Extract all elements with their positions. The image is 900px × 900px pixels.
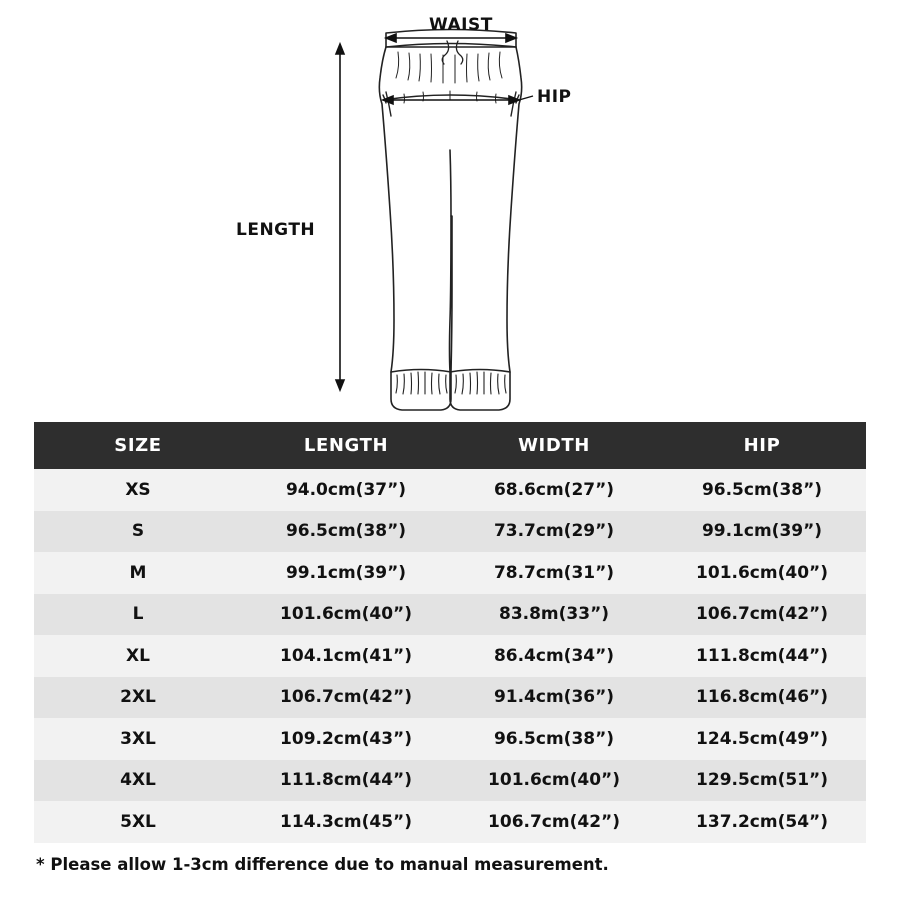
table-row — [34, 718, 866, 760]
cell-width: 83.8m(33”) — [450, 594, 658, 636]
cell-size: XL — [34, 635, 242, 677]
cell-size: S — [34, 511, 242, 553]
cell-size: L — [34, 594, 242, 636]
measurement-arrows — [336, 34, 533, 390]
drawstring-right — [456, 41, 462, 64]
cell-size: M — [34, 552, 242, 594]
cell-width: 106.7cm(42”) — [450, 801, 658, 843]
cell-hip: 116.8cm(46”) — [658, 677, 866, 719]
cell-hip: 99.1cm(39”) — [658, 511, 866, 553]
cell-width: 68.6cm(27”) — [450, 469, 658, 511]
table-row — [34, 511, 866, 553]
table-row — [34, 594, 866, 636]
cell-size: 4XL — [34, 760, 242, 802]
cuff-ribbing-left — [396, 372, 447, 394]
pants-outline — [379, 47, 521, 410]
table-row — [34, 801, 866, 843]
cell-length: 96.5cm(38”) — [242, 511, 450, 553]
cuff-line-left — [391, 370, 451, 373]
waist-label: WAIST — [429, 15, 493, 35]
cell-width: 91.4cm(36”) — [450, 677, 658, 719]
cell-width: 73.7cm(29”) — [450, 511, 658, 553]
table-row — [34, 635, 866, 677]
garment-diagram — [0, 0, 900, 420]
table-row — [34, 677, 866, 719]
hip-label: HIP — [537, 87, 572, 107]
length-label: LENGTH — [236, 220, 316, 240]
table-row — [34, 760, 866, 802]
cell-hip: 129.5cm(51”) — [658, 760, 866, 802]
cell-length: 94.0cm(37”) — [242, 469, 450, 511]
cell-size: XS — [34, 469, 242, 511]
waist-arrow-head-left — [386, 34, 396, 42]
cell-length: 106.7cm(42”) — [242, 677, 450, 719]
sweatpants-illustration — [0, 0, 900, 420]
cell-hip: 106.7cm(42”) — [658, 594, 866, 636]
cuff-line-right — [450, 370, 510, 373]
cell-hip: 96.5cm(38”) — [658, 469, 866, 511]
cell-width: 96.5cm(38”) — [450, 718, 658, 760]
length-arrow-head-bottom — [336, 380, 344, 390]
waist-gathers — [396, 52, 502, 83]
hip-gathers — [404, 91, 496, 103]
cell-hip: 111.8cm(44”) — [658, 635, 866, 677]
table-row — [34, 552, 866, 594]
cell-size: 3XL — [34, 718, 242, 760]
cell-width: 86.4cm(34”) — [450, 635, 658, 677]
cell-hip: 101.6cm(40”) — [658, 552, 866, 594]
cell-hip: 137.2cm(54”) — [658, 801, 866, 843]
cell-hip: 124.5cm(49”) — [658, 718, 866, 760]
inseam-center — [450, 150, 451, 216]
column-header-width: WIDTH — [450, 422, 658, 469]
cell-length: 111.8cm(44”) — [242, 760, 450, 802]
length-arrow-head-top — [336, 44, 344, 54]
cell-length: 114.3cm(45”) — [242, 801, 450, 843]
cell-size: 5XL — [34, 801, 242, 843]
cell-length: 104.1cm(41”) — [242, 635, 450, 677]
cell-length: 99.1cm(39”) — [242, 552, 450, 594]
cell-length: 101.6cm(40”) — [242, 594, 450, 636]
column-header-length: LENGTH — [242, 422, 450, 469]
column-header-hip: HIP — [658, 422, 866, 469]
size-chart-table — [34, 422, 866, 843]
table-row — [34, 469, 866, 511]
measurement-footnote: * Please allow 1-3cm difference due to manual measurement. — [36, 855, 609, 874]
cell-length: 109.2cm(43”) — [242, 718, 450, 760]
cell-width: 78.7cm(31”) — [450, 552, 658, 594]
table-header-row — [34, 422, 866, 469]
cell-size: 2XL — [34, 677, 242, 719]
waist-arrow-head-right — [506, 34, 516, 42]
cuff-ribbing-right — [455, 372, 506, 394]
cell-width: 101.6cm(40”) — [450, 760, 658, 802]
pocket-left — [386, 92, 391, 116]
column-header-size: SIZE — [34, 422, 242, 469]
pocket-right — [511, 92, 516, 116]
